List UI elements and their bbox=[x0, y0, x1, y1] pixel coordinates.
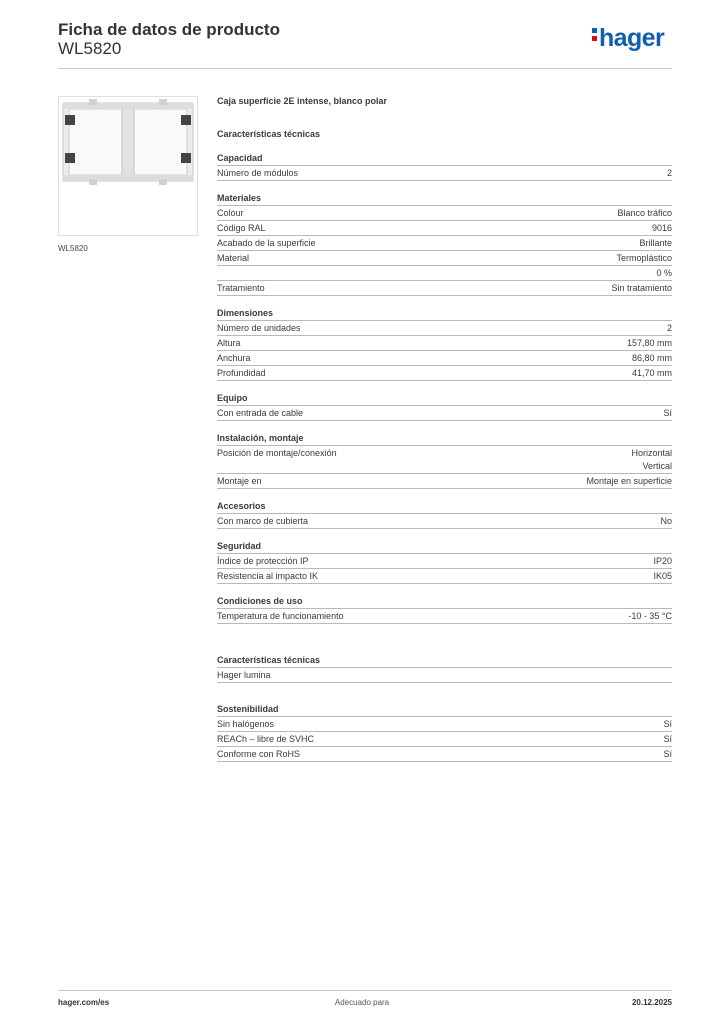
section-title: Instalación, montaje bbox=[217, 431, 672, 446]
spec-row bbox=[217, 321, 672, 336]
spec-value-line: Sí bbox=[663, 734, 672, 744]
spec-label: Sin halógenos bbox=[217, 719, 275, 729]
spec-label: Código RAL bbox=[217, 223, 266, 233]
spec-value bbox=[617, 207, 672, 220]
section-title: Dimensiones bbox=[217, 306, 672, 321]
section-title: Materiales bbox=[217, 191, 672, 206]
section-title: Capacidad bbox=[217, 151, 672, 166]
spec-label: Resistencia al impacto IK bbox=[217, 571, 319, 581]
sustainability-rows bbox=[217, 717, 672, 762]
spec-label: Posición de montaje/conexión bbox=[217, 448, 337, 458]
spec-sections bbox=[217, 151, 672, 624]
spec-label: Colour bbox=[217, 208, 244, 218]
logo-text: hager bbox=[599, 24, 665, 52]
spec-label: Anchura bbox=[217, 353, 251, 363]
spec-row bbox=[217, 221, 672, 236]
footer-website[interactable]: hager.com/es bbox=[58, 998, 110, 1007]
spec-value bbox=[632, 352, 672, 365]
section-title: Seguridad bbox=[217, 539, 672, 554]
spec-value bbox=[611, 282, 672, 295]
spec-value-line: IP20 bbox=[653, 556, 672, 566]
spec-row bbox=[217, 166, 672, 181]
spec-value bbox=[652, 222, 672, 235]
secondary-rows bbox=[217, 668, 672, 683]
spec-row bbox=[217, 732, 672, 747]
spec-value-line: 9016 bbox=[651, 223, 672, 233]
spec-value-line: Sí bbox=[663, 719, 672, 729]
sustainability-title: Sostenibilidad bbox=[217, 702, 672, 717]
spec-row bbox=[217, 351, 672, 366]
spec-value-line: 2 bbox=[666, 168, 672, 178]
product-title: Caja superficie 2E intense, blanco polar bbox=[217, 96, 388, 106]
spec-value bbox=[663, 733, 672, 746]
spec-label: Con entrada de cable bbox=[217, 408, 304, 418]
spec-label: Número de módulos bbox=[217, 168, 299, 178]
logo-dots-icon bbox=[592, 28, 597, 44]
spec-content bbox=[217, 94, 672, 762]
spec-value-line: Sí bbox=[663, 749, 672, 759]
spec-row bbox=[217, 569, 672, 584]
spec-label: Temperatura de funcionamiento bbox=[217, 611, 344, 621]
spec-row bbox=[217, 514, 672, 529]
spec-value bbox=[667, 322, 672, 335]
page-title: Ficha de datos de producto bbox=[58, 20, 280, 39]
spec-value bbox=[653, 555, 672, 568]
header-divider bbox=[58, 68, 672, 69]
spec-row bbox=[217, 717, 672, 732]
spec-value bbox=[663, 407, 672, 420]
spec-value-line: 86,80 mm bbox=[631, 353, 672, 363]
spec-label: Profundidad bbox=[217, 368, 266, 378]
product-image bbox=[58, 96, 198, 236]
spec-value-line: IK05 bbox=[653, 571, 672, 581]
spec-label: Material bbox=[217, 253, 250, 263]
hager-logo bbox=[592, 26, 664, 51]
spec-value-line: Sí bbox=[663, 408, 672, 418]
spec-value-line: 2 bbox=[666, 323, 672, 333]
spec-row bbox=[217, 206, 672, 221]
spec-label: Conforme con RoHS bbox=[217, 749, 301, 759]
spec-label: Montaje en bbox=[217, 476, 262, 486]
secondary-heading: Características técnicas bbox=[217, 653, 672, 668]
section-title: Accesorios bbox=[217, 499, 672, 514]
spec-label: Con marco de cubierta bbox=[217, 516, 309, 526]
spec-value-line: -10 - 35 °C bbox=[628, 611, 672, 621]
spec-value bbox=[656, 267, 672, 280]
spec-value-line: 0 % bbox=[656, 268, 672, 278]
spec-value bbox=[616, 252, 672, 265]
spec-value bbox=[586, 475, 672, 488]
spec-value bbox=[660, 515, 672, 528]
spec-value bbox=[632, 367, 672, 380]
spec-row bbox=[217, 236, 672, 251]
spec-value bbox=[639, 237, 672, 250]
spec-value-line: Blanco tráfico bbox=[617, 208, 672, 218]
image-caption: WL5820 bbox=[58, 244, 88, 253]
product-photo-icon bbox=[59, 97, 197, 235]
spec-row bbox=[217, 609, 672, 624]
spec-value-line: Termoplástico bbox=[616, 253, 672, 263]
spec-row bbox=[217, 446, 672, 474]
spec-value bbox=[628, 610, 672, 623]
spec-value bbox=[667, 167, 672, 180]
spec-row bbox=[217, 554, 672, 569]
spec-row bbox=[217, 747, 672, 762]
spec-value bbox=[631, 447, 672, 473]
spec-label: Acabado de la superficie bbox=[217, 238, 316, 248]
spec-value bbox=[663, 718, 672, 731]
spec-value bbox=[663, 748, 672, 761]
spec-label: Hager lumina bbox=[217, 670, 271, 680]
footer-divider bbox=[58, 990, 672, 991]
spec-value-line: 157,80 mm bbox=[626, 338, 672, 348]
spec-label: Número de unidades bbox=[217, 323, 301, 333]
spec-row bbox=[217, 406, 672, 421]
spec-value-line: 41,70 mm bbox=[631, 368, 672, 378]
spec-value-line: No bbox=[660, 516, 672, 526]
spec-value bbox=[653, 570, 672, 583]
product-code: WL5820 bbox=[58, 39, 122, 58]
footer-date: 20.12.2025 bbox=[631, 998, 672, 1007]
spec-row bbox=[217, 336, 672, 351]
spec-row bbox=[217, 474, 672, 489]
spec-value-line: Brillante bbox=[639, 238, 672, 248]
section-title: Condiciones de uso bbox=[217, 594, 672, 609]
spec-row bbox=[217, 366, 672, 381]
spec-row bbox=[217, 251, 672, 266]
spec-label: Altura bbox=[217, 338, 241, 348]
spec-row bbox=[217, 281, 672, 296]
spec-label: Tratamiento bbox=[217, 283, 265, 293]
spec-row bbox=[217, 668, 672, 683]
spec-label: REACh – libre de SVHC bbox=[217, 734, 315, 744]
spec-value-line: Montaje en superficie bbox=[586, 476, 672, 486]
spec-row bbox=[217, 266, 672, 281]
footer-note: Adecuado para bbox=[334, 998, 390, 1007]
spec-value-line: Vertical bbox=[642, 461, 672, 471]
spec-value-line: Sin tratamiento bbox=[611, 283, 672, 293]
spec-value bbox=[627, 337, 672, 350]
spec-label: Índice de protección IP bbox=[217, 556, 309, 566]
main-heading: Características técnicas bbox=[217, 129, 321, 139]
section-title: Equipo bbox=[217, 391, 672, 406]
spec-value-line: Horizontal bbox=[631, 448, 672, 458]
